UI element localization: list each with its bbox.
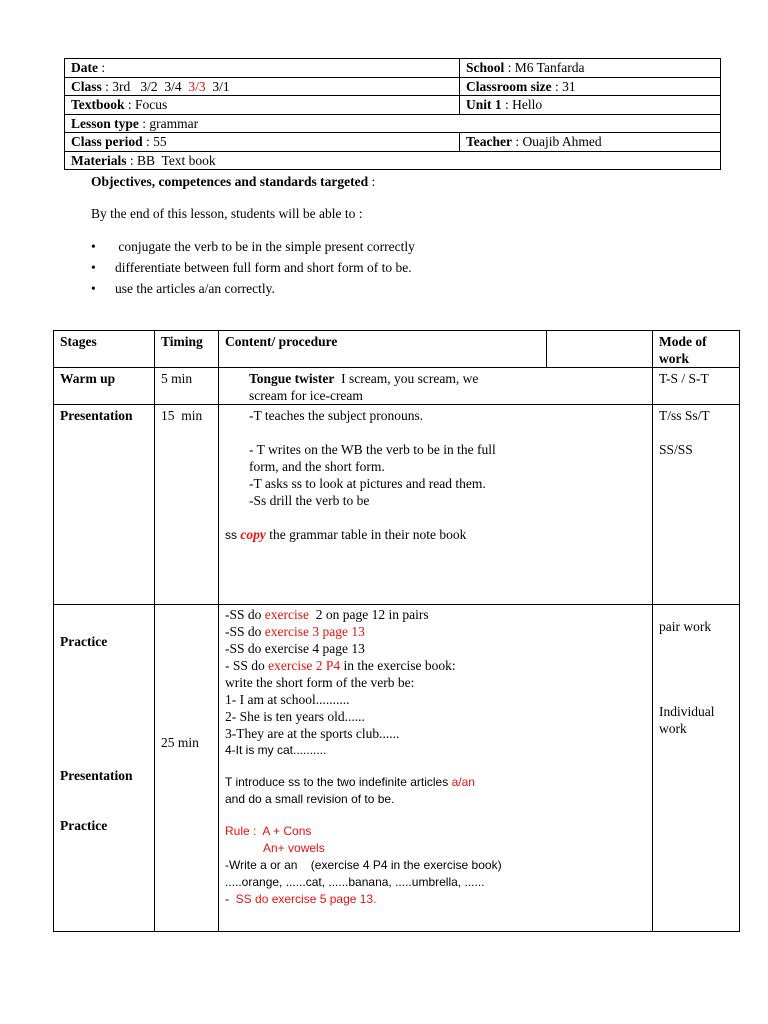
- practice-timing: 25 min: [155, 605, 219, 932]
- bullet-icon: •: [91, 281, 96, 296]
- objective-item: • differentiate between full form and short form of to be.: [91, 260, 412, 275]
- lesson-info-table: [64, 58, 721, 170]
- warmup-mode: T-S / S-T: [653, 368, 740, 405]
- school-cell: School : M6 Tanfarda: [460, 59, 721, 78]
- presentation-content: -T teaches the subject pronouns. - T writes on the WB the verb to be in the full form, and the short form. -T asks ss to look at pictures and read them. -Ss drill the verb to be ss copy the grammar table in their note book: [219, 405, 653, 605]
- presentation-stage: Presentation: [54, 405, 155, 605]
- mode-header: Mode of work: [653, 331, 740, 368]
- stages-header: Stages: [54, 331, 155, 368]
- table-row: [54, 605, 740, 932]
- practice-content: -SS do exercise 2 on page 12 in pairs -SS do exercise 3 page 13 -SS do exercise 4 page 13 - SS do exercise 2 P4 in the exercise book: write the short form of the verb be: 1- I am at school.......... 2- She is ten years old...... 3-They are at the sports club...... 4-It is my cat.......... T introduce ss to the two indefinite articles a/an and do a small revision of to be. Rule : A + Cons An+ vowels -Write a or an (exercise 4 P4 in the exercise book) .....orange, ......cat, ......banana, .....umbrella, ...... - SS do exercise 5 page 13.: [219, 605, 653, 932]
- objectives-list: [91, 238, 415, 301]
- bullet-icon: •: [91, 260, 96, 275]
- timing-header: Timing: [155, 331, 219, 368]
- objective-item: • use the articles a/an correctly.: [91, 281, 275, 296]
- warmup-content: Tongue twister I scream, you scream, we scream for ice-cream: [219, 368, 653, 405]
- materials-cell: Materials : BB Text book: [65, 151, 721, 170]
- unit-cell: Unit 1 : Hello: [460, 96, 721, 115]
- bullet-icon: •: [91, 239, 96, 254]
- warmup-timing: 5 min: [155, 368, 219, 405]
- practice-stage: Practice Presentation Practice: [54, 605, 155, 932]
- objectives-intro: By the end of this lesson, students will be able to :: [91, 206, 363, 221]
- table-row: [54, 405, 740, 605]
- warmup-stage: Warm up: [54, 368, 155, 405]
- presentation-mode: T/ss Ss/T SS/SS: [653, 405, 740, 605]
- lesson-type-cell: Lesson type : grammar: [65, 114, 721, 133]
- presentation-timing: 15 min: [155, 405, 219, 605]
- classroom-size-cell: Classroom size : 31: [460, 77, 721, 96]
- objective-item: • conjugate the verb to be in the simple present correctly: [91, 239, 415, 254]
- class-period-cell: Class period : 55: [65, 133, 460, 152]
- objectives-title: Objectives, competences and standards targeted :: [91, 174, 376, 189]
- teacher-cell: Teacher : Ouajib Ahmed: [460, 133, 721, 152]
- practice-mode: pair work Individual work: [653, 605, 740, 932]
- table-row: [54, 368, 740, 405]
- textbook-cell: Textbook : Focus: [65, 96, 460, 115]
- content-header: Content/ procedure: [219, 331, 547, 368]
- date-cell: Date :: [65, 59, 460, 78]
- empty-header: [547, 331, 653, 368]
- lesson-procedure-table: [53, 330, 740, 932]
- class-cell: Class : 3rd 3/2 3/4 3/3 3/1: [65, 77, 460, 96]
- table-header-row: [54, 331, 740, 368]
